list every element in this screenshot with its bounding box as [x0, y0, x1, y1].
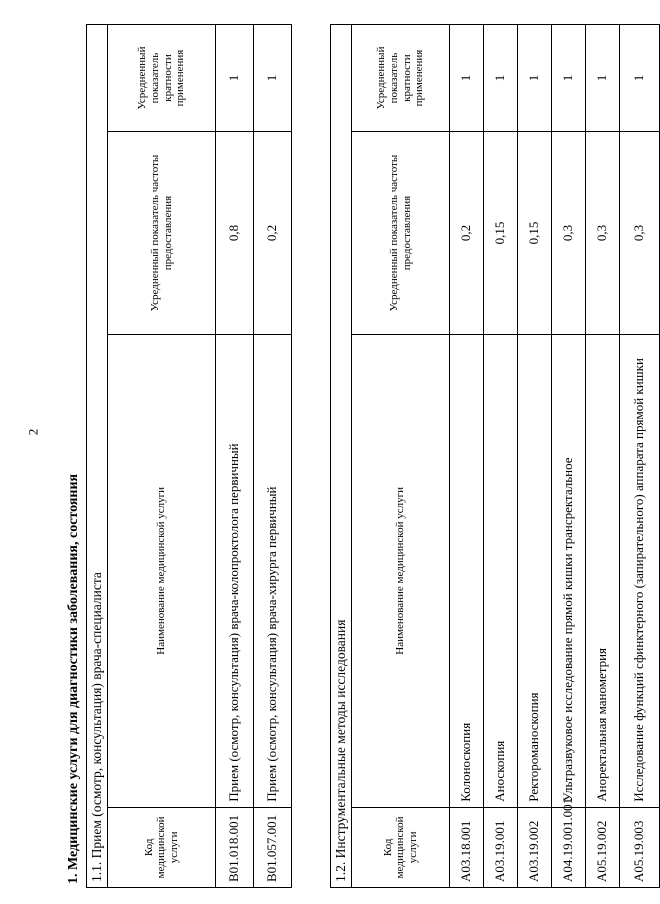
- table-row: [484, 25, 518, 888]
- header-multiplicity: Усредненный показатель кратности применения: [108, 25, 216, 132]
- cell-name: Ректороманоскопия: [518, 335, 552, 808]
- cell-frequency: 0,2: [254, 132, 292, 335]
- table-row: [254, 25, 292, 888]
- table-caption: 1.2. Инструментальные методы исследования: [331, 25, 352, 888]
- table-row: [450, 25, 484, 888]
- cell-code: A05.19.002: [586, 807, 620, 887]
- cell-name: Исследование функций сфинктерного (запирательного) аппарата прямой кишки: [620, 335, 660, 808]
- cell-code: A05.19.003: [620, 807, 660, 887]
- table-caption-row: [87, 25, 108, 888]
- cell-code: B01.057.001: [254, 807, 292, 887]
- cell-name: Прием (осмотр, консультация) врача-колопроктолога первичный: [216, 334, 254, 807]
- table-row: [620, 25, 660, 888]
- cell-name: Колоноскопия: [450, 335, 484, 808]
- table-row: [586, 25, 620, 888]
- cell-multiplicity: 1: [450, 25, 484, 132]
- cell-multiplicity: 1: [552, 25, 586, 132]
- table-row: [552, 25, 586, 888]
- cell-frequency: 0,3: [620, 132, 660, 335]
- cell-frequency: 0,3: [586, 132, 620, 335]
- cell-name: Аноскопия: [484, 335, 518, 808]
- header-name: Наименование медицинской услуги: [352, 335, 450, 808]
- table-doctor-visits: [86, 24, 292, 888]
- header-code: Код медицинской услуги: [108, 807, 216, 887]
- cell-frequency: 0,15: [484, 132, 518, 335]
- cell-frequency: 0,8: [216, 132, 254, 335]
- page-number: 2: [25, 428, 41, 436]
- cell-multiplicity: 1: [254, 25, 292, 132]
- table-header-row: [108, 25, 216, 888]
- cell-multiplicity: 1: [484, 25, 518, 132]
- cell-code: A04.19.001.001: [552, 807, 586, 887]
- table-row: [216, 25, 254, 888]
- cell-frequency: 0,15: [518, 132, 552, 335]
- header-name: Наименование медицинской услуги: [108, 334, 216, 807]
- cell-code: A03.19.002: [518, 807, 552, 887]
- table-caption-row: [331, 25, 352, 888]
- cell-code: A03.18.001: [450, 807, 484, 887]
- table-header-row: [352, 25, 450, 888]
- cell-multiplicity: 1: [216, 25, 254, 132]
- cell-name: Ультразвуковое исследование прямой кишки трансректальное: [552, 335, 586, 808]
- cell-code: B01.018.001: [216, 807, 254, 887]
- header-multiplicity: Усредненный показатель кратности применения: [352, 25, 450, 132]
- header-code: Код медицинской услуги: [352, 807, 450, 887]
- cell-name: Аноректальная манометрия: [586, 335, 620, 808]
- cell-name: Прием (осмотр, консультация) врача-хирурга первичный: [254, 334, 292, 807]
- table-instrumental-methods: [330, 24, 660, 888]
- header-frequency: Усредненный показатель частоты предоставления: [108, 132, 216, 335]
- cell-multiplicity: 1: [586, 25, 620, 132]
- cell-code: A03.19.001: [484, 807, 518, 887]
- document-content: [66, 4, 647, 888]
- header-frequency: Усредненный показатель частоты предоставления: [352, 132, 450, 335]
- cell-multiplicity: 1: [518, 25, 552, 132]
- cell-frequency: 0,3: [552, 132, 586, 335]
- cell-frequency: 0,2: [450, 132, 484, 335]
- table-row: [518, 25, 552, 888]
- table-caption: 1.1. Прием (осмотр, консультация) врача-специалиста: [87, 25, 108, 888]
- cell-multiplicity: 1: [620, 25, 660, 132]
- section-title: 1. Медицинские услуги для диагностики заболевания, состояния: [66, 473, 81, 884]
